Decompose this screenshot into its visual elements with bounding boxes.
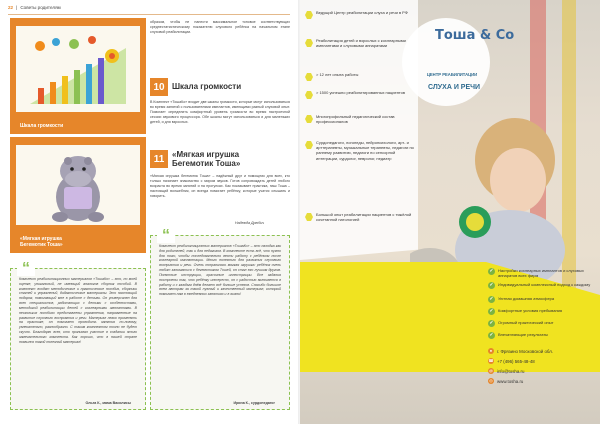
hippo-illustration [16,145,140,225]
review-right [150,227,290,410]
header-rule [8,14,290,15]
review-left-text: Комплект реабилитационных материалов «ТошаКо» – это, по моей оценке, уникальный, не имеющий аналогов сборник пособий. В комплект входят методические и практические пособия, сборники статей и упражнений, дидактические материалы. Это настоящий подарок, помогающий мне в работе с детьми. Он универсален для всех специалистов, работающих с детьми с особенностями, методикой реабилитации детей с кохлеарными имплантами. В нескольких пособиях представлены упражнения, направленные на развитие слухового восприятия и речи. Материал легко применять на практике, он помогает проводить занятия по-новому, увлекательно, разнообразно. С таким комплектом точно не будет скучно. Благодарю всех, кто принимал участие в создании этого замечательного комплекта. Как хорошо, что в нашей стране появился такой полезный материал! [19,277,137,344]
hexagon-bullet-icon [305,141,313,149]
feature-item [305,90,415,99]
logo-line1: ЦЕНТР РЕАБИЛИТАЦИИ [426,72,478,77]
volume-scale-illustration [16,26,140,112]
benefit-text: Комфортные условия пребывания [498,308,563,313]
contact-website[interactable]: ◎ www.tosha.ru [489,378,524,384]
benefit-text: Огромный практический опыт [498,320,554,325]
hippo-caption-line1: «Мягкая игрушка [20,236,62,242]
header-separator: | [16,5,18,10]
hexagon-bullet-icon [305,91,313,99]
feature-text: Многопрофильный педагогический состав профессионалов [316,114,395,125]
quote-icon: “ [17,262,35,276]
benefit-item [488,320,598,327]
check-icon: ✓ [489,296,494,302]
section-11-number: 11 [150,150,168,168]
benefit-item [488,308,598,315]
benefit-item [488,282,598,289]
right-page [300,0,600,424]
check-icon: ✓ [489,282,494,288]
section-11-title-line1: «Мягкая игрушка [172,150,240,159]
page-header [8,5,61,10]
benefit-text: Уютная домашняя атмосфера [498,296,555,301]
contact-email[interactable]: @ info@tosha.ru [488,368,525,374]
section-10-body: В Комплект «ТошаКо» входит две шкалы громкости, которые могут использоваться во время занятий с пользователями имплантов, имеющими разный слуховой опыт. Помогает определить комфортный уровень громкости во время настроечной сессии звукового процессора. Обе шкалы могут использоваться и для маленьких детей, и для взрослых. [150,100,290,124]
section-11-signature: Надежда Дрюбич [235,221,265,225]
hippo-caption-line2: Бегемотик Тоша» [20,242,63,248]
section-10-title: Шкала громкости [172,82,242,91]
review-right-text: Комплект реабилитационных материалов «ТошаКо» – это находка как для родителей, так и для педагогов. В комплекте есть всё, что нужно для того, чтобы последовательно вести работу с ребёнком после кохлеарной имплантации. Много полезного для развития слухового восприятия и речи. Очень понравилась мягкая игрушка: ребёнок очень любит заниматься с бегемотиком Тошей, он стал его лучшим другом. Понятные инструкции, красочные иллюстрации. Все задания построены так, что ребёнку интересно, он с радостью включается в работу и с каждым днём делает всё больше успехов. Спасибо большое всем авторам за такой нужный и качественный материал, который помогает нам в ежедневных занятиях и в жизни! [159,244,281,297]
location-icon: ● [489,348,493,353]
feature-text: Ведущий Центр реабилитации слуха и речи в РФ [316,10,408,15]
section-11-body: «Мягкая игрушка бегемотик Тоша» – надёжный друг и помощник для всех, кто только начинает знакомство с миром звуков. Готов сопровождать детей любого возраста во время занятий и на прогулках. Как показывает практика, наш Тоша – настоящий волшебник, он всегда помогает ребёнку, которые учатся слышать и говорить. [150,174,290,198]
logo-brand: Тоша & Co [435,28,515,43]
logo-line2: СЛУХА И РЕЧИ [428,84,481,91]
feature-text: Большой опыт реабилитации пациентов с тяжёлой сочетанной патологией [316,212,412,223]
review-right-signature: Ирина К., сурдопедагог [233,401,275,406]
volume-scale-image [16,26,140,112]
photo-scene [410,110,600,280]
check-icon: ✓ [489,332,494,338]
hippo-toy-image [16,145,140,225]
feature-item [305,10,415,19]
benefit-text: Настройки кохлеарных имплантов и слуховых аппаратов всех фирм [498,268,584,279]
benefit-item [488,268,598,278]
feature-item [305,212,415,222]
feature-item [305,140,415,161]
feature-text: > 1500 успешно реабилитированных пациентов [316,90,406,95]
quote-icon: “ [157,229,175,243]
check-icon: ✓ [489,308,494,314]
contact-address: ● г. Фрязино Московской обл. [489,348,554,354]
feature-item [305,72,415,81]
review-left [10,260,146,410]
feature-text: Реабилитация детей и взрослых с кохлеарными имплантами и слуховыми аппаратами [316,38,406,49]
hexagon-bullet-icon [305,115,313,123]
header-section: Советы родителям [20,5,61,10]
check-icon: ✓ [489,268,494,274]
hexagon-bullet-icon [305,39,313,47]
contact-phone[interactable]: ☎ +7 (496) 565-48-48 [488,358,535,364]
feature-item [305,38,415,48]
volume-scale-caption: Шкала громкости [20,123,64,129]
review-left-signature: Ольга К., мама Василисы [85,401,131,406]
volume-scale-tile [10,18,146,134]
feature-text: Сурдопедагоги, логопеды, нейропсихологи, арт- и арттерапевты, музыкальные терапевты, педагоги по раннему развитию, педагоги по сенсорной интеграции, сурдолог, невролог, педиатр [316,140,414,161]
feature-text: > 12 лет опыта работы [316,72,359,77]
intro-paragraph: образом, чтобы не нанести максимальное тоновое соответствующих среднестатистическому показателю слухового ребёнка на начальном этапе слуховой реабилитации. [150,20,290,34]
section-10-number: 10 [150,78,168,96]
hexagon-bullet-icon [305,213,313,221]
hippo-toy-caption [20,236,63,248]
benefit-text: Индивидуальный комплексный подход к каждому [498,282,591,287]
section-11-title-line2: Бегемотик Тоша» [172,158,241,168]
feature-item [305,114,415,124]
hexagon-bullet-icon [305,73,313,81]
page-number: 22 [8,5,14,10]
benefit-text: Впечатляющие результаты [498,332,549,337]
benefit-item [488,296,598,303]
hippo-toy-tile [10,137,146,253]
phone-icon: ☎ [488,358,494,363]
benefit-item [488,332,598,339]
email-icon: @ [488,368,494,373]
hexagon-bullet-icon [305,11,313,19]
globe-icon: ◎ [489,378,493,383]
check-icon: ✓ [489,320,494,326]
section-11-title [172,151,240,169]
